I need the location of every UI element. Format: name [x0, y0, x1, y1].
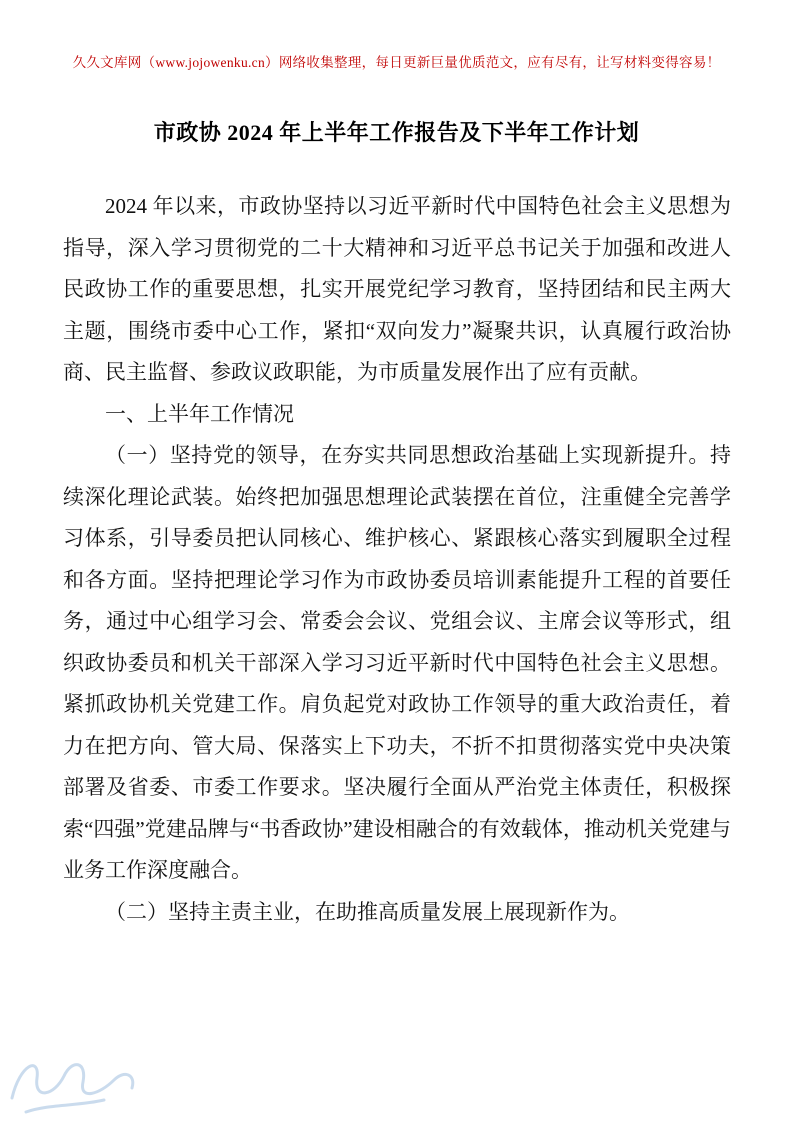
body-paragraph-item-1: （一）坚持党的领导，在夯实共同思想政治基础上实现新提升。持续深化理论武装。始终把加强思想理论武装摆在首位，注重健全完善学习体系，引导委员把认同核心、维护核心、紧跟核心落实到履职全过程和各方面。坚持把理论学习作为市政协委员培训素能提升工程的首要任务，通过中心组学习会、常委会会议、党组会议、主席会议等形式，组织政协委员和机关干部深入学习习近平新时代中国特色社会主义思想。紧抓政协机关党建工作。肩负起党对政协工作领导的重大政治责任，着力在把方向、管大局、保落实上下功夫，不折不扣贯彻落实党中央决策部署及省委、市委工作要求。坚决履行全面从严治党主体责任，积极探索“四强”党建品牌与“书香政协”建设相融合的有效载体，推动机关党建与业务工作深度融合。	[63, 443, 731, 882]
section-heading-first-half-year: 一、上半年工作情况	[105, 401, 294, 426]
document-body	[63, 186, 731, 933]
body-paragraph-item-2: （二）坚持主责主业，在助推高质量发展上展现新作为。	[105, 899, 630, 924]
body-paragraph-intro: 2024 年以来，市政协坚持以习近平新时代中国特色社会主义思想为指导，深入学习贯彻党的二十大精神和习近平总书记关于加强和改进人民政协工作的重要思想，扎实开展党纪学习教育，坚持团结和民主两大主题，围绕市委中心工作，紧扣“双向发力”凝聚共识，认真履行政治协商、民主监督、参政议政职能，为市质量发展作出了应有贡献。	[63, 194, 731, 384]
document-title: 市政协 2024 年上半年工作报告及下半年工作计划	[153, 119, 640, 145]
blue-scribble-watermark	[4, 1034, 174, 1122]
site-watermark-header: 久久文库网（www.jojowenku.cn）网络收集整理，每日更新巨量优质范文，应有尽有，让写材料变得容易！	[72, 55, 721, 70]
